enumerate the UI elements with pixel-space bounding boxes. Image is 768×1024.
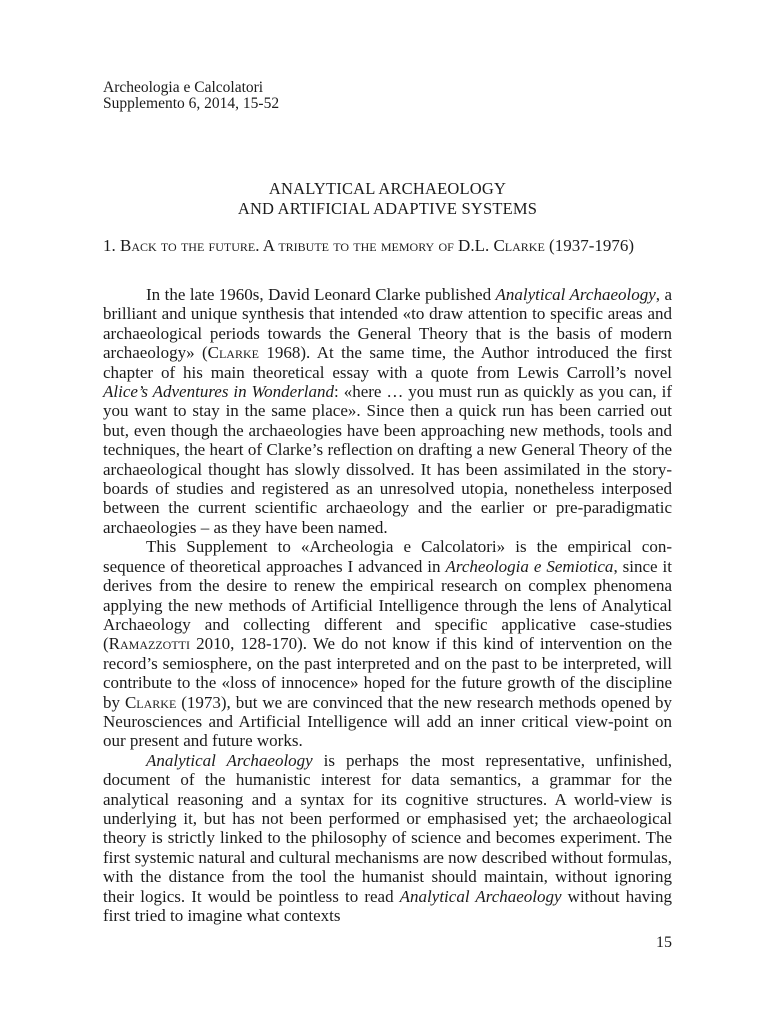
page-number: 15 [656,934,672,951]
section-heading [103,236,672,256]
citation-author: Ramazzotti [108,634,190,654]
section-title: Back to the future. A tribute to the memory of D.L. Clarke [120,236,545,255]
paragraph-1 [103,285,672,537]
supplement-info: Supplemento 6, 2014, 15-52 [103,95,280,112]
citation-author: Clarke [124,692,177,712]
text-run: This Supplement to «Archeologia e Calcolatori» is the empirical consequence of theoretical approaches I advanced in [103,537,672,576]
text-run: : «here … you must run as quickly as you can, if you want to stay in the same place». Since then a quick run has been carried out but, even though the archaeologies have been approaching new methods, tools and techniques, the heart of Clarke’s reflection on drafting a new General Theory of the archaeological thought has slowly dissolved. It has been assimilated in the story-boards of studies and registered as an unresolved utopia, nonetheless interposed between the current scientific archaeology and the earlier or pre-paradigmatic archaeologies – as they have been named. [103,382,672,537]
text-run: , since it derives from the desire to renew the empirical research on complex phenomena applying the new methods of Artificial Intelligence through the lens of Analytical Archaeology and collecting different and specific applicative case-studies ( [103,556,672,654]
paragraph-3 [103,751,672,926]
italic-title: Analytical Archaeology [495,285,656,304]
text-run: In the late 1960s, David Leonard Clarke published [146,285,496,304]
text-run: is perhaps the most representative, unfinished, document of the humanistic interest for data semantics, a grammar for the analytical reasoning and a syntax for its cognitive structures. A world-view is underlying it, but has not been performed or emphasised yet; the archaeological theory is strictly linked to the philosophy of science and becomes experiment. The first systemic natural and cultural mechanisms are now described without formulas, with the distance from the tool the humanist should maintain, without ignoring their logics. It would be pointless to read [103,750,672,906]
text-run: (1973), but we are convinced that the new research methods opened by Neurosciences and Artificial Intelligence will add an inner critical view-point on our present and future works. [103,692,673,751]
article-title [103,179,672,219]
journal-name: Archeologia e Calcolatori [103,79,264,96]
text-run: 1968). At the same time, the Author introduced the first chapter of his main theoretical essay with a quote from Lewis Carroll’s novel [103,343,672,382]
citation-author: Clarke [207,343,259,363]
italic-title: Analytical Archaeology [146,750,313,770]
section-number: 1. [103,236,120,255]
title-line-2: AND ARTIFICIAL ADAPTIVE SYSTEMS [237,199,538,218]
paragraph-2 [103,537,672,750]
italic-title: Alice’s Adventures in Wonderland [103,382,335,402]
text-run: , a brilliant and unique synthesis that intended «to draw attention to specific areas and archaeological periods towards the General Theory that is the basis of modern archaeology» ( [103,285,673,363]
text-run: 2010, 128-170). We do not know if this kind of intervention on the record’s semiosphere, on the past interpreted and on the past to be interpreted, will contribute to the «loss of innocence» hoped for the future growth of the discipline by [103,634,672,712]
running-head [103,80,279,112]
italic-title: Analytical Archaeology [399,886,562,906]
text-run: without having first tried to imagine what contexts [103,886,672,925]
title-line-1: ANALYTICAL ARCHAEOLOGY [268,179,507,198]
body-text [103,285,672,925]
section-dates: (1937-1976) [544,236,635,255]
italic-title: Archeologia e Semiotica [445,556,614,576]
